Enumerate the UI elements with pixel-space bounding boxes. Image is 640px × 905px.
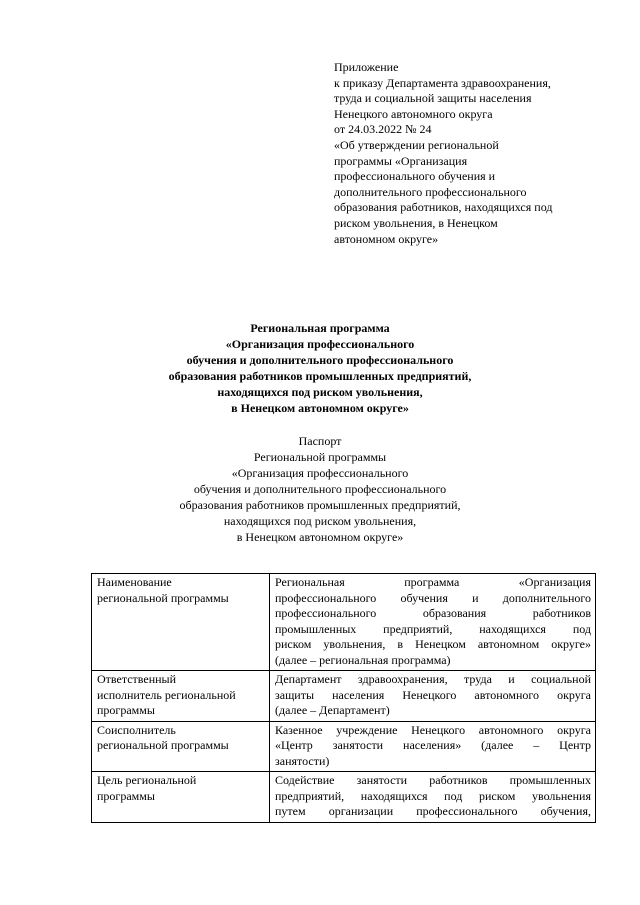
passport-table <box>91 573 596 823</box>
passport-line: образования работников промышленных предприятий, <box>179 498 461 512</box>
row-value-cell <box>270 574 596 671</box>
value-line: путем организации профессионального обучения, <box>275 804 591 818</box>
appendix-line: Приложение <box>334 60 399 74</box>
value-line: Казенное учреждение Ненецкого автономного округа <box>275 722 591 737</box>
value-line: риском увольнения, в Ненецком автономном округе» <box>275 637 591 651</box>
row-label-cell <box>92 721 270 772</box>
passport-line: обучения и дополнительного профессионального <box>193 482 447 496</box>
table-row <box>92 772 596 823</box>
row-label-cell <box>92 574 270 671</box>
row-label-cell <box>92 772 270 823</box>
table-row <box>92 721 596 772</box>
label-line: исполнитель региональной <box>97 687 236 702</box>
value-line: «Центр занятости населения» (далее – Центр <box>275 738 591 752</box>
program-title-line: обучения и дополнительного профессионального <box>186 353 454 367</box>
appendix-line: Ненецкого автономного округа <box>334 106 493 121</box>
row-value-cell <box>270 671 596 722</box>
program-title <box>80 320 560 416</box>
value-line: (далее – региональная программа) <box>275 652 451 667</box>
label-line: Цель региональной <box>97 773 197 787</box>
appendix-line: от 24.03.2022 № 24 <box>334 122 432 137</box>
appendix-line: автономном округе» <box>334 231 439 246</box>
table-row <box>92 671 596 722</box>
appendix-line: программы «Организация <box>334 153 468 168</box>
appendix-line: образования работников, находящихся под <box>334 200 553 215</box>
appendix-block <box>334 60 596 247</box>
passport-line: находящихся под риском увольнения, <box>223 514 417 528</box>
label-line: Наименование <box>97 575 172 589</box>
value-line: Департамент здравоохранения, труда и социальной <box>275 672 591 686</box>
appendix-line: «Об утверждении региональной <box>334 137 499 152</box>
program-title-line: образования работников промышленных предприятий, <box>168 369 472 383</box>
program-title-line: в Ненецком автономном округе» <box>231 401 409 415</box>
label-line: региональной программы <box>97 590 229 605</box>
appendix-line: риском увольнения, в Ненецком <box>334 215 498 230</box>
value-line: промышленных предприятий, находящихся под <box>275 621 591 636</box>
appendix-line: к приказу Департамента здравоохранения, <box>334 75 551 90</box>
label-line: региональной программы <box>97 738 229 752</box>
table-row <box>92 574 596 671</box>
value-line: профессионального образования работников <box>275 606 591 620</box>
row-value-cell <box>270 772 596 823</box>
value-line: (далее – Департамент) <box>275 703 390 717</box>
value-line: предприятий, находящихся под риском увольнения <box>275 788 591 803</box>
value-line: Региональная программа «Организация <box>275 575 591 589</box>
passport-line: Паспорт <box>298 434 342 448</box>
passport-line: «Организация профессионального <box>231 466 409 480</box>
passport-heading <box>80 433 560 545</box>
row-label-cell <box>92 671 270 722</box>
row-value-cell <box>270 721 596 772</box>
label-line: Ответственный <box>97 672 177 686</box>
program-title-line: «Организация профессионального <box>225 337 415 351</box>
value-line: защиты населения Ненецкого автономного округа <box>275 687 591 702</box>
passport-line: в Ненецком автономном округе» <box>236 530 404 544</box>
label-line: программы <box>97 788 155 803</box>
value-line: занятости) <box>275 753 330 768</box>
label-line: программы <box>97 703 155 717</box>
program-title-line: Региональная программа <box>250 321 390 335</box>
value-line: Содействие занятости работников промышленных <box>275 773 591 787</box>
program-title-line: находящихся под риском увольнения, <box>217 385 423 399</box>
appendix-line: дополнительного профессионального <box>334 184 527 199</box>
passport-line: Региональной программы <box>253 450 387 464</box>
appendix-line: труда и социальной защиты населения <box>334 91 532 106</box>
page-bottom-margin <box>0 828 640 905</box>
appendix-line: профессионального обучения и <box>334 169 496 184</box>
label-line: Соисполнитель <box>97 722 176 737</box>
value-line: профессионального обучения и дополнительного <box>275 590 591 605</box>
